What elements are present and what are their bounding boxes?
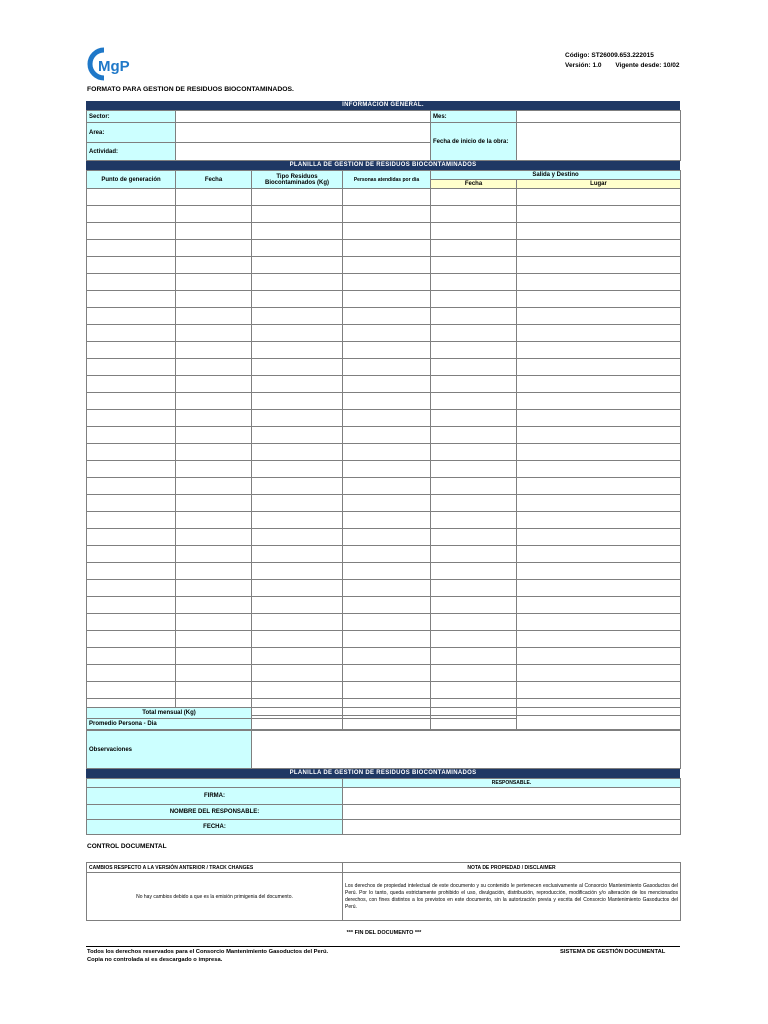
- control-table: [86, 862, 681, 921]
- register-cell[interactable]: [517, 189, 681, 206]
- register-cell[interactable]: [343, 189, 431, 206]
- register-cell[interactable]: [87, 597, 176, 614]
- register-cell[interactable]: [517, 546, 681, 563]
- register-cell[interactable]: [517, 682, 681, 699]
- register-cell[interactable]: [252, 257, 343, 274]
- end-of-document: *** FIN DEL DOCUMENTO ***: [346, 930, 422, 936]
- register-cell[interactable]: [431, 512, 517, 529]
- col-exit-header: Salida y Destino: [431, 171, 681, 180]
- register-cell[interactable]: [517, 223, 681, 240]
- register-cell[interactable]: [87, 376, 176, 393]
- register-cell[interactable]: [343, 223, 431, 240]
- register-cell[interactable]: [517, 478, 681, 495]
- register-cell[interactable]: [431, 597, 517, 614]
- register-cell[interactable]: [87, 444, 176, 461]
- register-cell[interactable]: [87, 291, 176, 308]
- register-cell[interactable]: [343, 359, 431, 376]
- register-cell[interactable]: [431, 631, 517, 648]
- register-cell[interactable]: [517, 461, 681, 478]
- register-cell[interactable]: [517, 291, 681, 308]
- register-cell[interactable]: [87, 257, 176, 274]
- validity-label: Vigente desde: 10/02: [615, 62, 680, 69]
- register-cell[interactable]: [431, 257, 517, 274]
- register-cell[interactable]: [517, 495, 681, 512]
- register-cell[interactable]: [252, 359, 343, 376]
- register-cell[interactable]: [252, 682, 343, 699]
- document-version: [565, 62, 680, 69]
- register-row: [87, 240, 681, 257]
- average-field[interactable]: [252, 719, 343, 730]
- register-cell[interactable]: [87, 393, 176, 410]
- general-info-band: INFORMACION GENERAL.: [86, 101, 680, 110]
- area-label: Area:: [87, 123, 176, 143]
- register-row: [87, 597, 681, 614]
- register-cell[interactable]: [517, 206, 681, 223]
- register-cell[interactable]: [252, 223, 343, 240]
- register-cell[interactable]: [87, 614, 176, 631]
- register-cell[interactable]: [431, 444, 517, 461]
- activity-label: Actividad:: [87, 143, 176, 161]
- signature-field[interactable]: [343, 788, 681, 805]
- register-cell[interactable]: [87, 529, 176, 546]
- register-cell[interactable]: [431, 325, 517, 342]
- register-cell[interactable]: [343, 444, 431, 461]
- register-cell[interactable]: [252, 240, 343, 257]
- register-cell[interactable]: [176, 461, 252, 478]
- register-cell[interactable]: [252, 189, 343, 206]
- register-cell[interactable]: [343, 665, 431, 682]
- average-exit-field[interactable]: [431, 719, 517, 730]
- register-cell[interactable]: [343, 393, 431, 410]
- register-row: [87, 546, 681, 563]
- sector-field[interactable]: [176, 111, 431, 123]
- register-row: [87, 563, 681, 580]
- register-cell[interactable]: [431, 546, 517, 563]
- register-cell[interactable]: [252, 308, 343, 325]
- observations-field[interactable]: [252, 731, 681, 769]
- register-cell[interactable]: [343, 512, 431, 529]
- register-cell[interactable]: [431, 393, 517, 410]
- register-row: [87, 308, 681, 325]
- register-cell[interactable]: [517, 257, 681, 274]
- register-cell[interactable]: [431, 308, 517, 325]
- register-cell[interactable]: [517, 529, 681, 546]
- col-date-header: Fecha: [176, 171, 252, 189]
- register-cell[interactable]: [343, 546, 431, 563]
- register-row: [87, 580, 681, 597]
- register-cell[interactable]: [343, 325, 431, 342]
- register-band: PLANILLA DE GESTION DE RESIDUOS BIOCONTAMINADOS: [86, 161, 680, 170]
- register-cell[interactable]: [343, 631, 431, 648]
- register-cell[interactable]: [517, 393, 681, 410]
- register-cell[interactable]: [343, 274, 431, 291]
- register-cell[interactable]: [431, 240, 517, 257]
- register-cell[interactable]: [252, 563, 343, 580]
- start-date-field[interactable]: [517, 123, 681, 161]
- register-table: [86, 170, 681, 716]
- register-cell[interactable]: [87, 274, 176, 291]
- register-cell[interactable]: [176, 291, 252, 308]
- register-cell[interactable]: [343, 342, 431, 359]
- register-cell[interactable]: [87, 631, 176, 648]
- register-cell[interactable]: [176, 410, 252, 427]
- register-cell[interactable]: [176, 189, 252, 206]
- register-row: [87, 495, 681, 512]
- register-cell[interactable]: [517, 597, 681, 614]
- register-cell[interactable]: [87, 648, 176, 665]
- register-cell[interactable]: [252, 648, 343, 665]
- register-cell[interactable]: [517, 359, 681, 376]
- col-point-header: Punto de generación: [87, 171, 176, 189]
- register-row: [87, 376, 681, 393]
- register-cell[interactable]: [87, 308, 176, 325]
- company-logo: [86, 46, 146, 82]
- register-cell[interactable]: [431, 478, 517, 495]
- register-row: [87, 444, 681, 461]
- register-cell[interactable]: [176, 342, 252, 359]
- sector-label: Sector:: [87, 111, 176, 123]
- register-cell[interactable]: [252, 546, 343, 563]
- register-cell[interactable]: [431, 274, 517, 291]
- register-cell[interactable]: [87, 189, 176, 206]
- register-cell[interactable]: [517, 240, 681, 257]
- register-cell[interactable]: [343, 308, 431, 325]
- register-row: [87, 512, 681, 529]
- footer-system: SISTEMA DE GESTIÓN DOCUMENTAL: [560, 949, 666, 955]
- col-type-line2: Biocontaminados (Kg): [265, 179, 329, 186]
- area-field[interactable]: [176, 123, 431, 143]
- register-cell[interactable]: [252, 342, 343, 359]
- register-cell[interactable]: [343, 529, 431, 546]
- register-cell[interactable]: [176, 512, 252, 529]
- register-cell[interactable]: [343, 461, 431, 478]
- register-row: [87, 325, 681, 342]
- col-type-line1: Tipo Residuos: [276, 173, 318, 180]
- register-cell[interactable]: [176, 580, 252, 597]
- register-cell[interactable]: [252, 206, 343, 223]
- register-cell[interactable]: [252, 376, 343, 393]
- register-cell[interactable]: [517, 614, 681, 631]
- register-cell[interactable]: [431, 580, 517, 597]
- register-cell[interactable]: [517, 427, 681, 444]
- register-cell[interactable]: [517, 631, 681, 648]
- signoff-date-label: FECHA:: [87, 820, 343, 835]
- register-cell[interactable]: [252, 393, 343, 410]
- total-place-field[interactable]: [517, 708, 681, 730]
- col-people-header: Personas atendidas por dia: [343, 171, 431, 189]
- register-cell[interactable]: [517, 563, 681, 580]
- col-type-header: [252, 171, 343, 189]
- register-cell[interactable]: [252, 597, 343, 614]
- register-cell[interactable]: [87, 682, 176, 699]
- register-cell[interactable]: [176, 665, 252, 682]
- register-cell[interactable]: [343, 682, 431, 699]
- register-cell[interactable]: [176, 240, 252, 257]
- register-cell[interactable]: [176, 376, 252, 393]
- register-cell[interactable]: [431, 427, 517, 444]
- register-row: [87, 478, 681, 495]
- register-row: [87, 274, 681, 291]
- register-cell[interactable]: [87, 461, 176, 478]
- register-cell[interactable]: [252, 291, 343, 308]
- register-cell[interactable]: [87, 563, 176, 580]
- register-cell[interactable]: [176, 495, 252, 512]
- register-row: [87, 206, 681, 223]
- register-cell[interactable]: [431, 206, 517, 223]
- register-cell[interactable]: [87, 410, 176, 427]
- register-cell[interactable]: [343, 376, 431, 393]
- register-row: [87, 410, 681, 427]
- col-exit-place-header: Lugar: [517, 180, 681, 189]
- register-row: [87, 359, 681, 376]
- changes-text: No hay cambios debido a que es la emisión primigenia del documento.: [87, 873, 343, 921]
- register-cell[interactable]: [431, 359, 517, 376]
- footer-rights: Todos los derechos reservados para el Consorcio Mantenimiento Gasoductos del Perú.: [87, 949, 329, 955]
- register-cell[interactable]: [176, 546, 252, 563]
- register-cell[interactable]: [87, 240, 176, 257]
- responsible-header: RESPONSABLE.: [343, 779, 681, 788]
- register-cell[interactable]: [517, 665, 681, 682]
- register-cell[interactable]: [431, 291, 517, 308]
- register-cell[interactable]: [343, 257, 431, 274]
- signature-label: FIRMA:: [87, 788, 343, 805]
- register-cell[interactable]: [431, 682, 517, 699]
- register-cell[interactable]: [176, 648, 252, 665]
- register-cell[interactable]: [343, 563, 431, 580]
- register-cell[interactable]: [252, 274, 343, 291]
- register-row: [87, 291, 681, 308]
- register-cell[interactable]: [431, 529, 517, 546]
- register-cell[interactable]: [87, 665, 176, 682]
- register-cell[interactable]: [343, 206, 431, 223]
- total-label: Total mensual (Kg): [87, 708, 252, 719]
- signoff-band: PLANILLA DE GESTION DE RESIDUOS BIOCONTAMINADOS: [86, 769, 680, 778]
- register-cell[interactable]: [517, 444, 681, 461]
- register-cell[interactable]: [431, 223, 517, 240]
- register-cell[interactable]: [176, 393, 252, 410]
- month-label: Mes:: [431, 111, 517, 123]
- version-label: Versión: 1.0: [565, 62, 602, 69]
- register-cell[interactable]: [176, 478, 252, 495]
- control-title: CONTROL DOCUMENTAL: [87, 843, 167, 850]
- register-cell[interactable]: [431, 410, 517, 427]
- register-cell[interactable]: [431, 189, 517, 206]
- register-cell[interactable]: [87, 512, 176, 529]
- register-cell[interactable]: [517, 342, 681, 359]
- register-row: [87, 393, 681, 410]
- register-cell[interactable]: [87, 325, 176, 342]
- changes-header: CAMBIOS RESPECTO A LA VERSIÓN ANTERIOR / TRACK CHANGES: [87, 863, 343, 873]
- register-cell[interactable]: [87, 223, 176, 240]
- register-cell[interactable]: [343, 495, 431, 512]
- register-cell[interactable]: [431, 665, 517, 682]
- register-cell[interactable]: [431, 495, 517, 512]
- register-row: [87, 614, 681, 631]
- register-cell[interactable]: [343, 580, 431, 597]
- register-cell[interactable]: [252, 444, 343, 461]
- register-cell[interactable]: [87, 342, 176, 359]
- activity-field[interactable]: [176, 143, 431, 161]
- register-cell[interactable]: [517, 512, 681, 529]
- register-row: [87, 631, 681, 648]
- footer-divider: [86, 946, 680, 947]
- col-exit-date-header: Fecha: [431, 180, 517, 189]
- register-row: [87, 257, 681, 274]
- register-cell[interactable]: [343, 597, 431, 614]
- footer-copy-note: Copia no controlada si es descargado o impresa.: [87, 957, 223, 963]
- register-cell[interactable]: [431, 614, 517, 631]
- month-field[interactable]: [517, 111, 681, 123]
- register-cell[interactable]: [517, 376, 681, 393]
- responsible-name-field[interactable]: [343, 805, 681, 820]
- register-row: [87, 189, 681, 206]
- register-row: [87, 529, 681, 546]
- register-cell[interactable]: [87, 546, 176, 563]
- register-cell[interactable]: [176, 682, 252, 699]
- register-cell[interactable]: [431, 648, 517, 665]
- register-row: [87, 682, 681, 699]
- register-cell[interactable]: [252, 580, 343, 597]
- register-cell[interactable]: [176, 359, 252, 376]
- register-cell[interactable]: [517, 580, 681, 597]
- average-people-field[interactable]: [343, 719, 431, 730]
- register-cell[interactable]: [431, 461, 517, 478]
- register-cell[interactable]: [343, 410, 431, 427]
- register-cell[interactable]: [343, 648, 431, 665]
- register-cell[interactable]: [87, 206, 176, 223]
- register-cell[interactable]: [176, 325, 252, 342]
- register-row: [87, 427, 681, 444]
- register-cell[interactable]: [343, 291, 431, 308]
- signoff-blank: [87, 779, 343, 788]
- register-cell[interactable]: [176, 631, 252, 648]
- register-row: [87, 665, 681, 682]
- register-cell[interactable]: [87, 580, 176, 597]
- register-cell[interactable]: [517, 308, 681, 325]
- register-row: [87, 342, 681, 359]
- register-cell[interactable]: [252, 495, 343, 512]
- register-row: [87, 461, 681, 478]
- register-cell[interactable]: [176, 308, 252, 325]
- register-cell[interactable]: [431, 342, 517, 359]
- register-cell[interactable]: [87, 359, 176, 376]
- register-cell[interactable]: [431, 563, 517, 580]
- signoff-table: [86, 778, 681, 835]
- register-cell[interactable]: [343, 614, 431, 631]
- register-cell[interactable]: [431, 376, 517, 393]
- register-cell[interactable]: [343, 240, 431, 257]
- logo-text: MgP: [98, 58, 130, 75]
- form-title: FORMATO PARA GESTION DE RESIDUOS BIOCONTAMINADOS.: [87, 86, 294, 93]
- signoff-date-field[interactable]: [343, 820, 681, 835]
- register-cell[interactable]: [252, 529, 343, 546]
- register-cell[interactable]: [176, 597, 252, 614]
- register-cell[interactable]: [176, 529, 252, 546]
- register-cell[interactable]: [252, 614, 343, 631]
- total-exit-field[interactable]: [431, 708, 517, 719]
- document-code: Código: ST26009.653.222015: [565, 52, 654, 59]
- register-cell[interactable]: [176, 206, 252, 223]
- register-cell[interactable]: [252, 461, 343, 478]
- register-cell[interactable]: [252, 427, 343, 444]
- summary-table: [86, 707, 681, 730]
- total-field[interactable]: [252, 708, 343, 719]
- register-cell[interactable]: [252, 478, 343, 495]
- general-info-table: [86, 110, 681, 161]
- register-cell[interactable]: [176, 427, 252, 444]
- register-cell[interactable]: [176, 563, 252, 580]
- register-cell[interactable]: [87, 427, 176, 444]
- start-date-label: Fecha de inicio de la obra:: [431, 123, 517, 161]
- average-label: Promedio Persona - Dia: [87, 719, 252, 730]
- register-cell[interactable]: [517, 274, 681, 291]
- register-row: [87, 648, 681, 665]
- total-people-field[interactable]: [343, 708, 431, 719]
- observations-table: [86, 730, 681, 769]
- responsible-name-label: NOMBRE DEL RESPONSABLE:: [87, 805, 343, 820]
- register-cell[interactable]: [517, 648, 681, 665]
- register-cell[interactable]: [343, 427, 431, 444]
- register-cell[interactable]: [176, 274, 252, 291]
- observations-label: Observaciones: [87, 731, 252, 769]
- register-cell[interactable]: [176, 223, 252, 240]
- register-cell[interactable]: [176, 614, 252, 631]
- register-cell[interactable]: [517, 325, 681, 342]
- register-cell[interactable]: [87, 478, 176, 495]
- register-row: [87, 223, 681, 240]
- register-cell[interactable]: [87, 495, 176, 512]
- register-cell[interactable]: [176, 444, 252, 461]
- register-cell[interactable]: [176, 257, 252, 274]
- register-cell[interactable]: [252, 512, 343, 529]
- disclaimer-header: NOTA DE PROPIEDAD / DISCLAIMER: [343, 863, 681, 873]
- register-cell[interactable]: [343, 478, 431, 495]
- register-cell[interactable]: [517, 410, 681, 427]
- register-cell[interactable]: [252, 410, 343, 427]
- register-cell[interactable]: [252, 631, 343, 648]
- disclaimer-text: Los derechos de propiedad intelectual de este documento y su contenido le pertenecen exclusivamente al Consorcio Mantenimiento Gasoductos del Perú. Por lo tanto, queda estrictamente prohibido el uso, divulgación, distribución, reproducción, modificación y/o alteración de los mencionados derechos, con fines distintos a los previstos en este documento, sin la autorización previa y escrita del Consorcio Mantenimiento Gasoductos del Perú.: [343, 873, 681, 921]
- register-cell[interactable]: [252, 325, 343, 342]
- register-cell[interactable]: [252, 665, 343, 682]
